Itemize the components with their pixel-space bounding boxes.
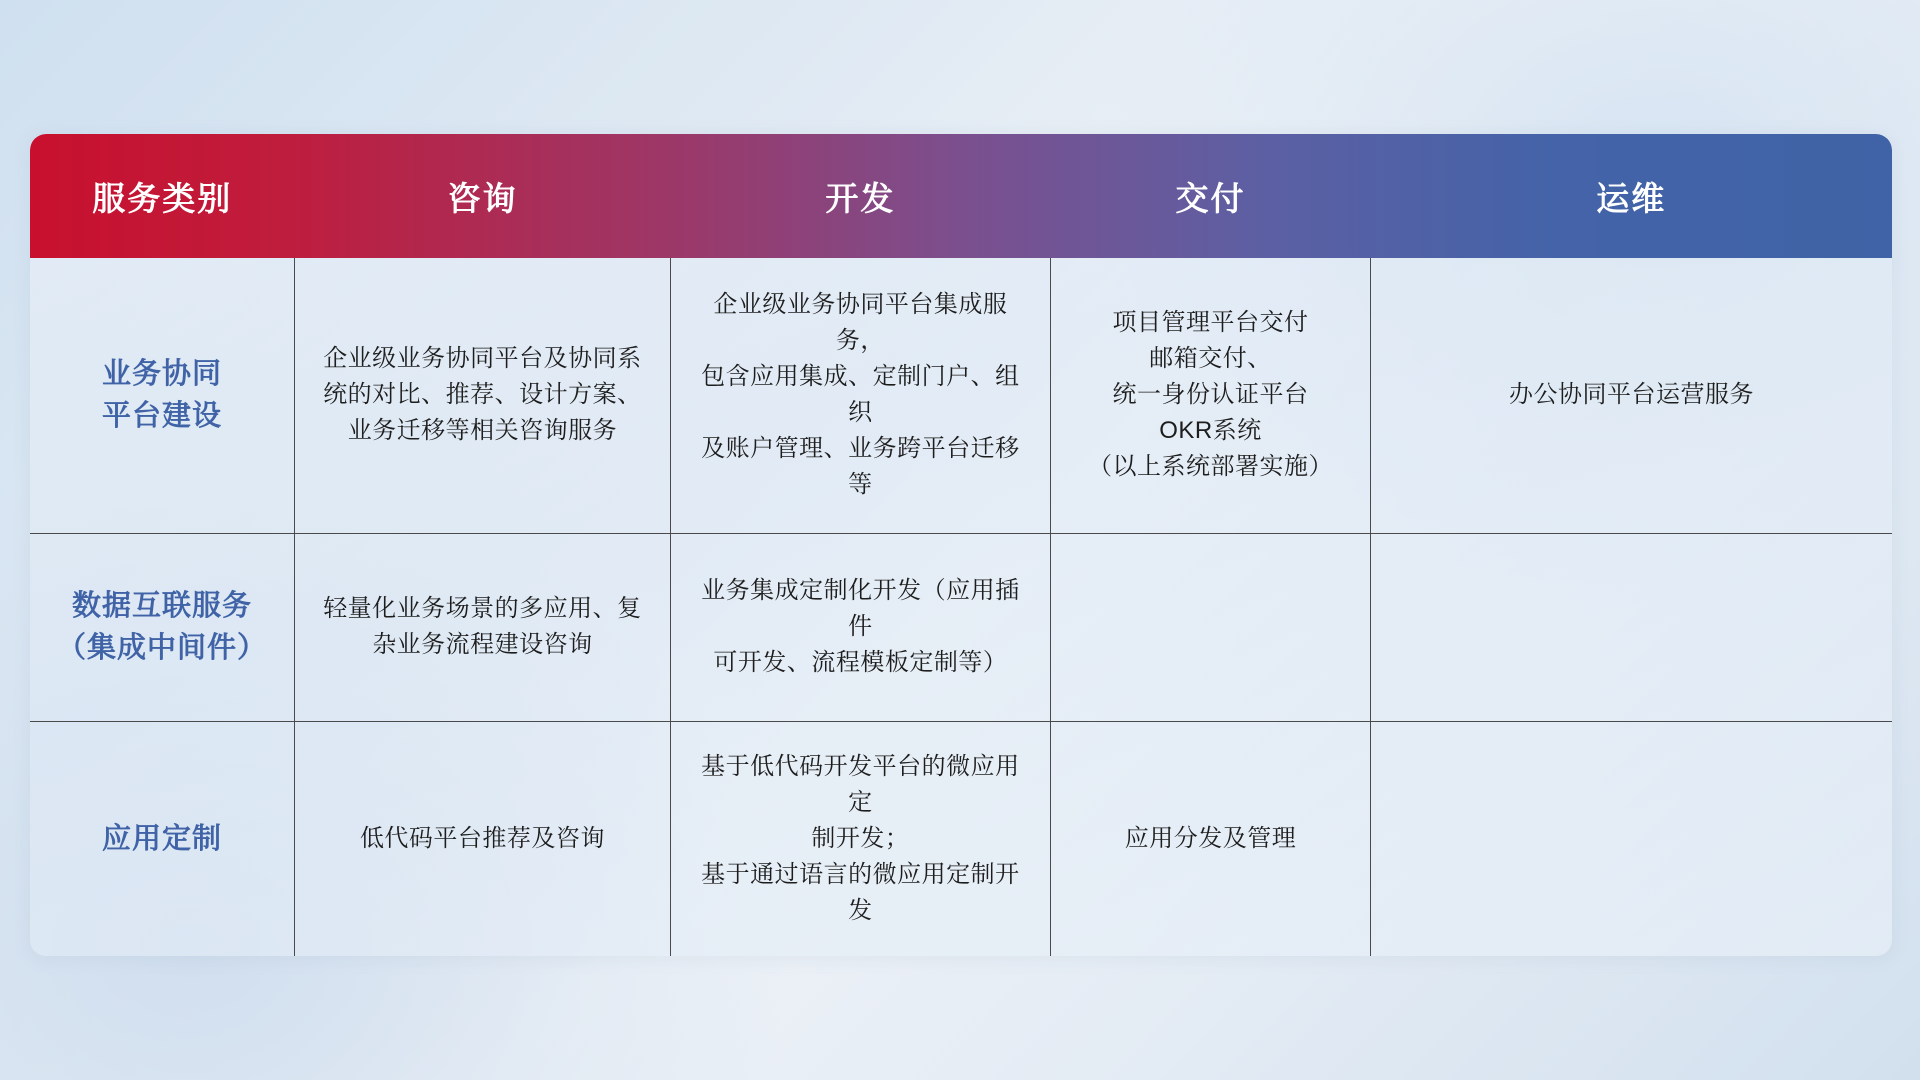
cell-consulting: 企业级业务协同平台及协同系 统的对比、推荐、设计方案、 业务迁移等相关咨询服务 [294, 258, 670, 533]
column-header-category: 服务类别 [92, 179, 233, 217]
row-category-cell: 应用定制 [30, 721, 294, 956]
table-row [30, 258, 1892, 533]
cell-delivery [1050, 533, 1370, 721]
column-header-consulting: 咨询 [447, 179, 518, 217]
cell-development: 基于低代码开发平台的微应用定 制开发； 基于通过语言的微应用定制开发 [671, 721, 1051, 956]
cell-operations: 办公协同平台运营服务 [1371, 258, 1892, 533]
column-header-operations: 运维 [1596, 179, 1667, 217]
cell-delivery: 项目管理平台交付 邮箱交付、 统一身份认证平台 OKR系统 （以上系统部署实施） [1050, 258, 1370, 533]
table-row [30, 721, 1892, 956]
cell-operations [1371, 721, 1892, 956]
table-body [30, 258, 1892, 956]
cell-consulting: 低代码平台推荐及咨询 [294, 721, 670, 956]
cell-development: 业务集成定制化开发（应用插件 可开发、流程模板定制等） [671, 533, 1051, 721]
table-header [30, 134, 1892, 258]
table-header-row [30, 134, 1892, 258]
row-category-cell: 业务协同 平台建设 [101, 358, 222, 433]
column-header-development: 开发 [825, 179, 896, 217]
table-row [30, 533, 1892, 721]
service-matrix-table [30, 134, 1892, 956]
cell-delivery: 应用分发及管理 [1050, 721, 1370, 956]
column-header-delivery: 交付 [1175, 179, 1246, 217]
cell-development: 企业级业务协同平台集成服务， 包含应用集成、定制门户、组织 及账户管理、业务跨平台迁移等 [671, 258, 1051, 533]
cell-operations [1371, 533, 1892, 721]
cell-consulting: 轻量化业务场景的多应用、复 杂业务流程建设咨询 [294, 533, 670, 721]
row-category-cell: 数据互联服务 （集成中间件） [30, 533, 294, 721]
